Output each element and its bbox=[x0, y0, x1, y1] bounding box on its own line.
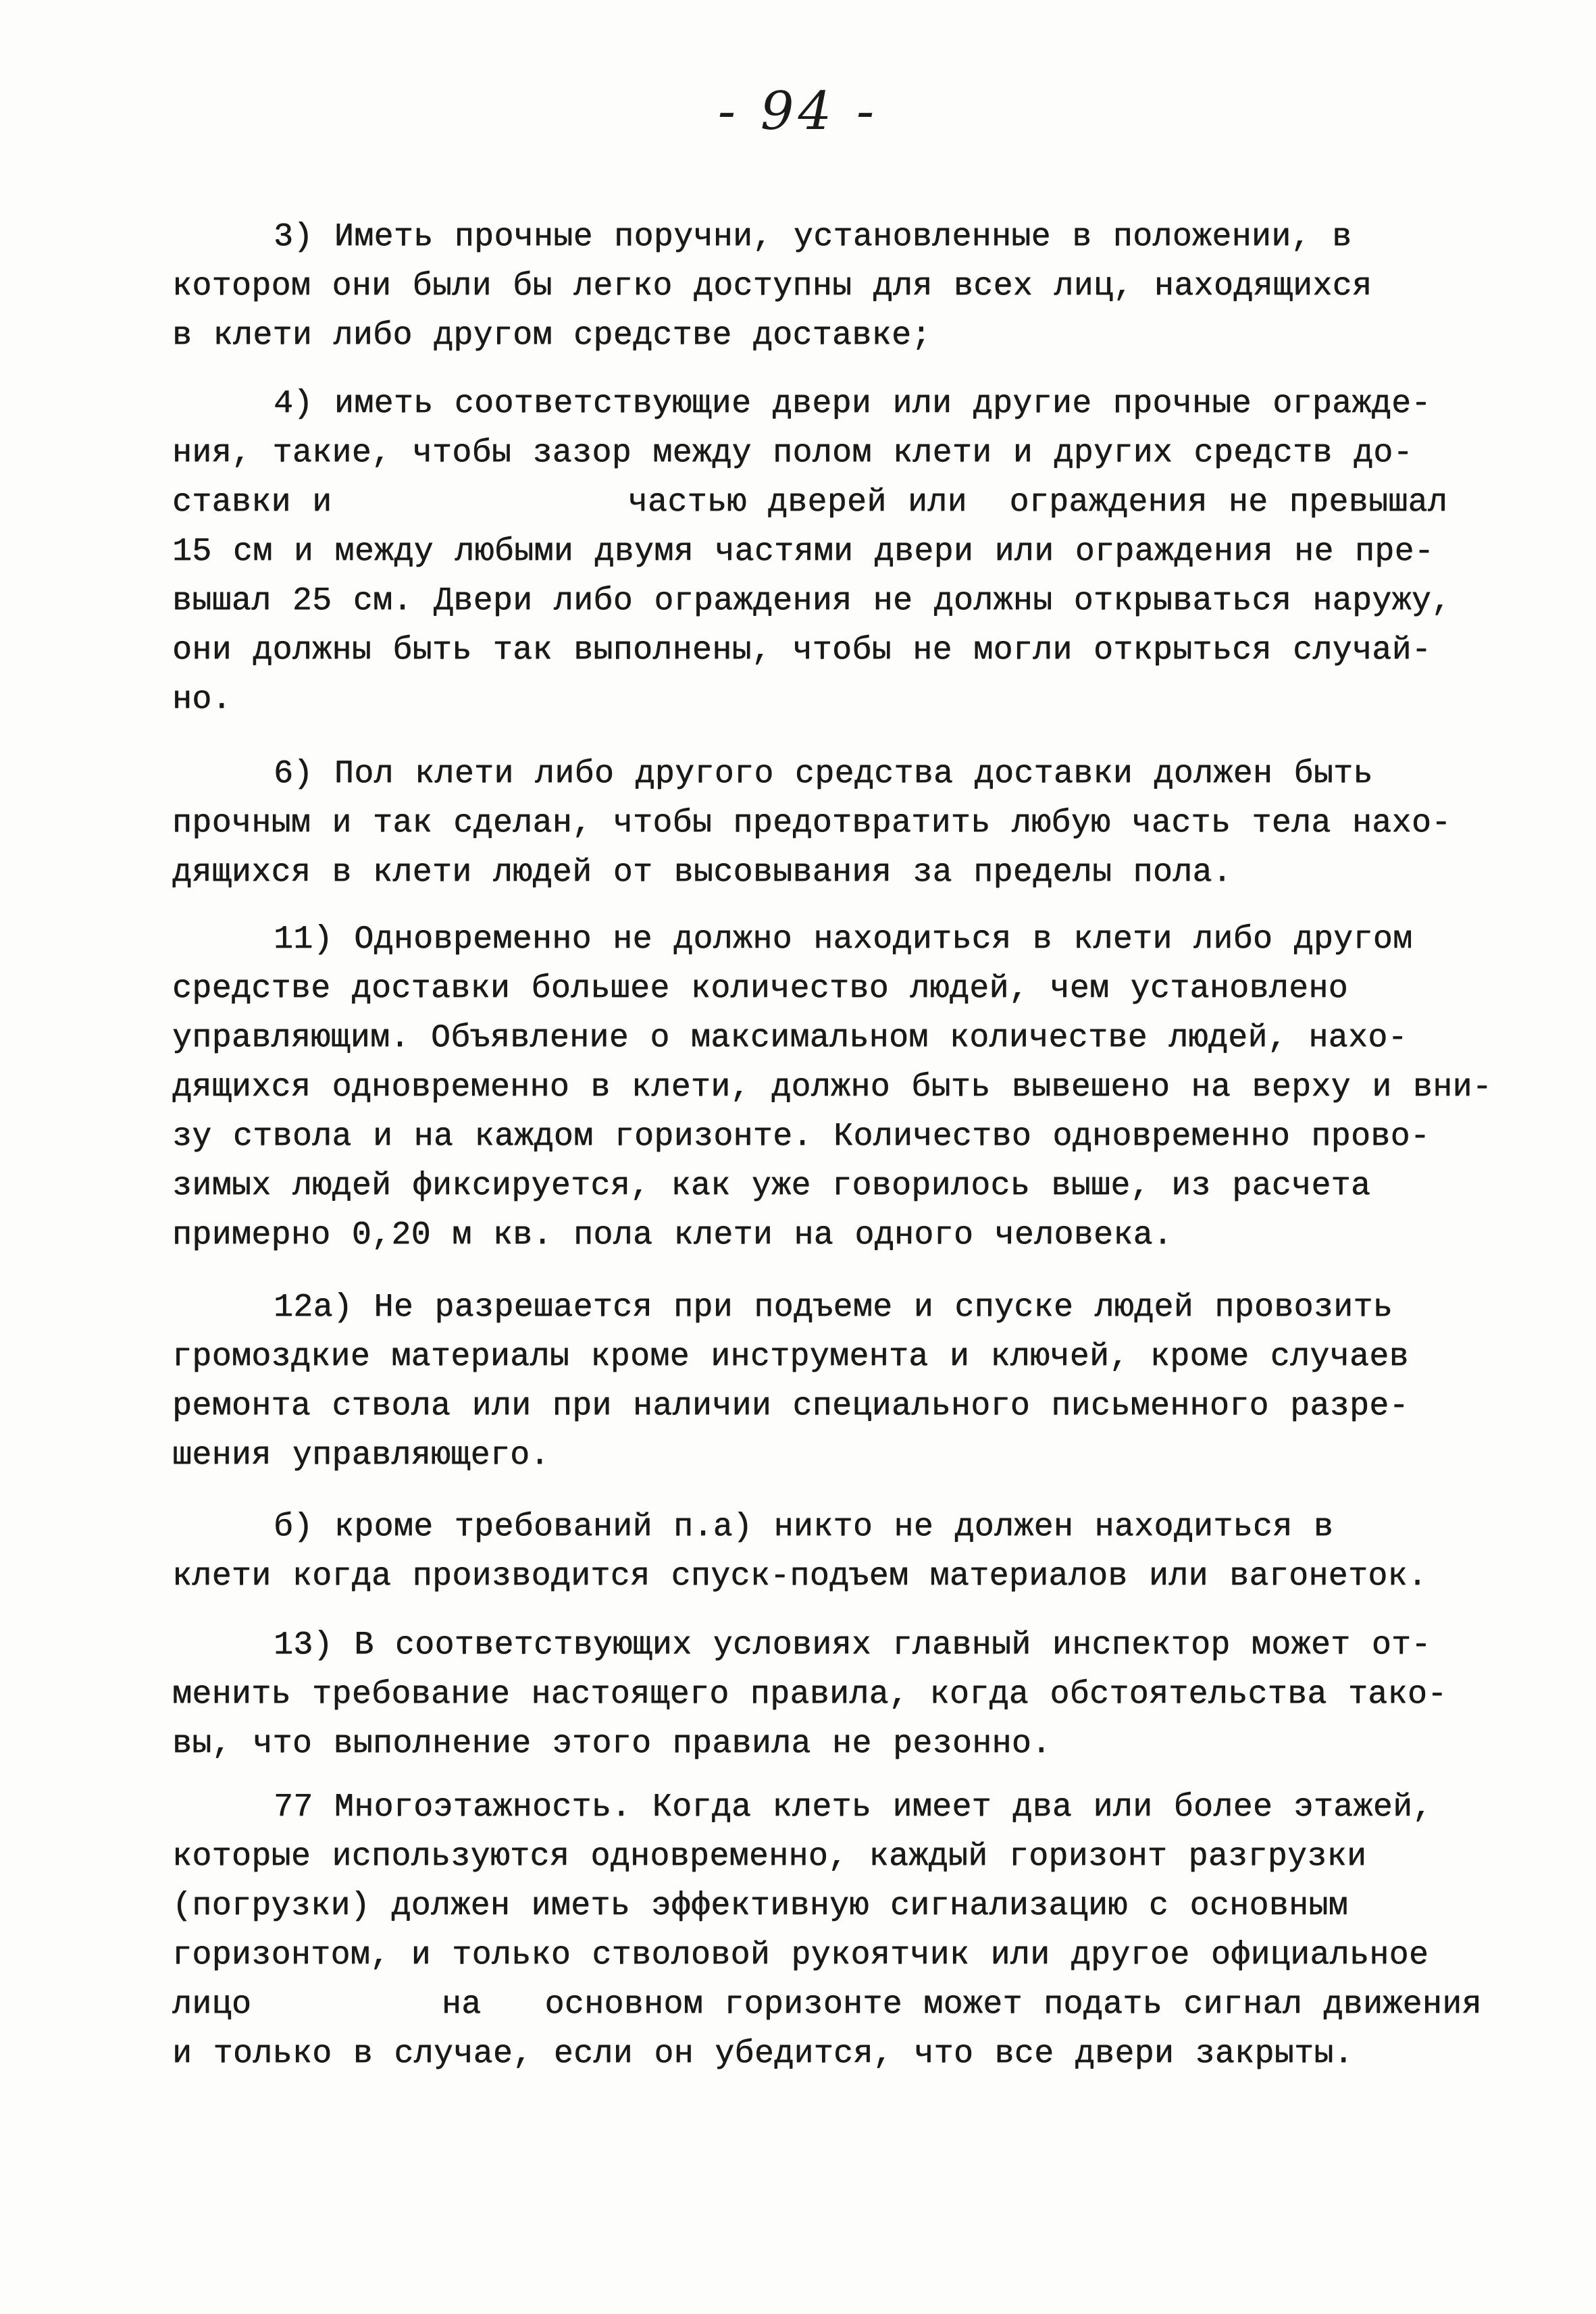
text-line: управляющим. Объявление о максимальном количестве людей, нахо- bbox=[172, 1020, 1408, 1056]
text-line: зимых людей фиксируется, как уже говорилось выше, из расчета bbox=[172, 1168, 1371, 1204]
text-line: 6) Пол клети либо другого средства доставки должен быть bbox=[274, 756, 1373, 792]
text-line: средстве доставки большее количество людей, чем установлено bbox=[172, 971, 1348, 1007]
paragraph-item-13 bbox=[172, 1621, 1496, 1769]
text-line: вышал 25 см. Двери либо ограждения не должны открываться наружу, bbox=[172, 583, 1451, 619]
text-line: они должны быть так выполнены, чтобы не могли открыться случай- bbox=[172, 632, 1432, 669]
text-line: и только в случае, если он убедится, что все двери закрыты. bbox=[172, 2036, 1354, 2072]
text-line: горизонтом, и только стволовой рукоятчик или другое официальное bbox=[172, 1937, 1429, 1974]
paragraph-item-4 bbox=[172, 380, 1496, 725]
paragraph-item-3 bbox=[172, 213, 1496, 361]
text-line: 13) В соответствующих условиях главный инспектор может от- bbox=[274, 1627, 1431, 1664]
paragraph-item-77 bbox=[172, 1783, 1496, 2079]
text-line: ставки и частью дверей или ограждения не превышал bbox=[172, 484, 1448, 521]
paragraph-item-12b bbox=[172, 1503, 1496, 1601]
text-line: менить требование настоящего правила, когда обстоятельства тако- bbox=[172, 1676, 1447, 1713]
text-line: 12а) Не разрешается при подъеме и спуске людей провозить bbox=[274, 1289, 1393, 1326]
text-line: дящихся в клети людей от высовывания за пределы пола. bbox=[172, 854, 1233, 891]
page-number: - 94 - bbox=[717, 81, 879, 142]
text-line: 77 Многоэтажность. Когда клеть имеет два или более этажей, bbox=[274, 1789, 1433, 1826]
text-line: 11) Одновременно не должно находиться в клети либо другом bbox=[274, 921, 1413, 958]
paragraph-item-6 bbox=[172, 750, 1496, 898]
paragraph-item-11 bbox=[172, 915, 1496, 1260]
text-line: зу ствола и на каждом горизонте. Количество одновременно прово- bbox=[172, 1119, 1431, 1155]
text-line: 4) иметь соответствующие двери или другие прочные огражде- bbox=[274, 386, 1431, 422]
text-line: ния, такие, чтобы зазор между полом клети и других средств до- bbox=[172, 435, 1413, 471]
text-line: дящихся одновременно в клети, должно быть вывешено на верху и вни- bbox=[172, 1069, 1493, 1106]
text-line: 15 см и между любыми двумя частями двери или ограждения не пре- bbox=[172, 534, 1435, 570]
text-line: лицо на основном горизонте может подать сигнал движения bbox=[172, 1986, 1482, 2023]
text-line: громоздкие материалы кроме инструмента и ключей, кроме случаев bbox=[172, 1339, 1409, 1375]
text-line: которые используются одновременно, каждый горизонт разгрузки bbox=[172, 1839, 1367, 1875]
text-line: шения управляющего. bbox=[172, 1437, 550, 1474]
text-line: вы, что выполнение этого правила не резонно. bbox=[172, 1726, 1052, 1762]
text-line: клети когда производится спуск-подъем материалов или вагонеток. bbox=[172, 1558, 1428, 1595]
paragraph-item-12a bbox=[172, 1283, 1496, 1481]
text-line: (погрузки) должен иметь эффективную сигнализацию с основным bbox=[172, 1888, 1348, 1924]
text-line: ремонта ствола или при наличии специального письменного разре- bbox=[172, 1388, 1409, 1424]
text-line: в клети либо другом средстве доставке; bbox=[172, 317, 931, 354]
text-line: прочным и так сделан, чтобы предотвратить любую часть тела нахо- bbox=[172, 805, 1451, 842]
text-line: котором они были бы легко доступны для всех лиц, находящихся bbox=[172, 268, 1372, 305]
text-line: б) кроме требований п.а) никто не должен находиться в bbox=[274, 1509, 1334, 1545]
text-line: но. bbox=[172, 682, 232, 718]
text-line: примерно 0,20 м кв. пола клети на одного человека. bbox=[172, 1217, 1173, 1254]
text-line: 3) Иметь прочные поручни, установленные в положении, в bbox=[274, 219, 1352, 255]
